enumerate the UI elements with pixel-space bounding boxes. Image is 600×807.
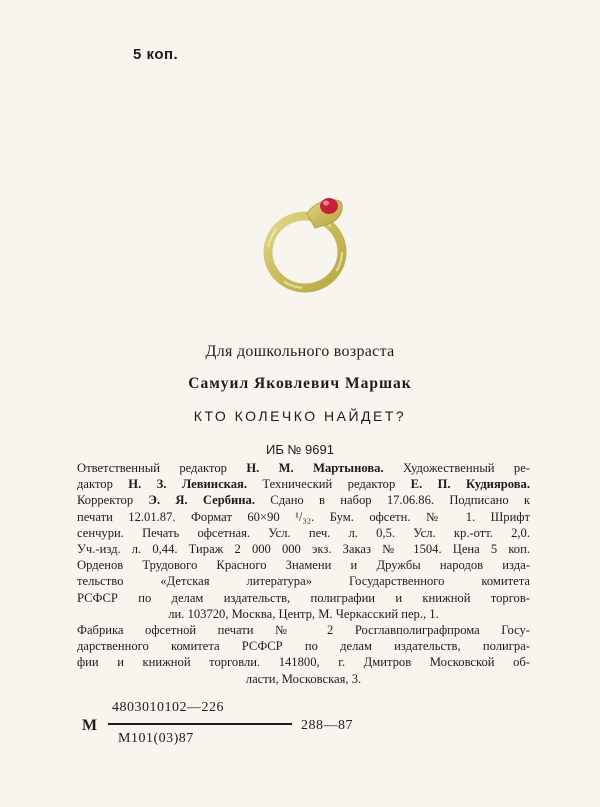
imprint-line: Уч.-изд. л. 0,44. Тираж 2 000 000 экз. Заказ № 1504. Цена 5 коп. xyxy=(77,542,530,557)
fraction-bar xyxy=(108,723,292,725)
imprint-line: дарственного комитета РСФСР по делам издательств, полигра- xyxy=(77,639,530,654)
imprint-line: ли. 103720, Москва, Центр, М. Черкасский пер., 1. xyxy=(168,606,439,621)
classification-letter: М xyxy=(82,717,98,734)
ib-number: ИБ № 9691 xyxy=(266,442,334,457)
imprint-line: сенчури. Печать офсетная. Усл. печ. л. 0,5. Усл. кр.-отт. 2,0. xyxy=(77,525,530,540)
imprint-line: тельство «Детская литература» Государственного комитета xyxy=(77,574,530,589)
price-label: 5 коп. xyxy=(133,46,179,63)
imprint-block xyxy=(77,460,530,687)
imprint-line: печати 12.01.87. Формат 60×90 ¹/₃₂. Бум. офсетн. № 1. Шрифт xyxy=(77,509,530,524)
imprint-line: Ответственный редактор Н. М. Мартынова. Художественный ре- xyxy=(77,461,531,475)
age-recommendation: Для дошкольного возраста xyxy=(205,343,395,360)
book-title: КТО КОЛЕЧКО НАЙДЕТ? xyxy=(193,408,407,424)
imprint-line: Орденов Трудового Красного Знамени и Дружбы народов изда- xyxy=(77,558,530,573)
imprint-line: фии и книжной торговли. 141800, г. Дмитров Московской об- xyxy=(77,655,530,670)
ring-illustration xyxy=(255,188,365,298)
classification-code xyxy=(82,700,402,760)
classification-numerator: 4803010102—226 xyxy=(112,700,224,715)
imprint-line: дактор Н. З. Левинская. Технический редактор Е. П. Кудиярова. xyxy=(77,477,530,492)
imprint-line: РСФСР по делам издательств, полиграфии и книжной торгов- xyxy=(77,590,530,605)
imprint-line: Корректор Э. Я. Сербина. Сдано в набор 17.06.86. Подписано к xyxy=(77,493,531,508)
classification-suffix: 288—87 xyxy=(301,718,353,733)
classification-denominator: М101(03)87 xyxy=(118,731,194,746)
imprint-line: Фабрика офсетной печати № 2 Росглавполиграфпрома Госу- xyxy=(77,623,530,638)
imprint-line: ласти, Московская, 3. xyxy=(245,671,362,686)
author-name: Самуил Яковлевич Маршак xyxy=(188,375,412,392)
